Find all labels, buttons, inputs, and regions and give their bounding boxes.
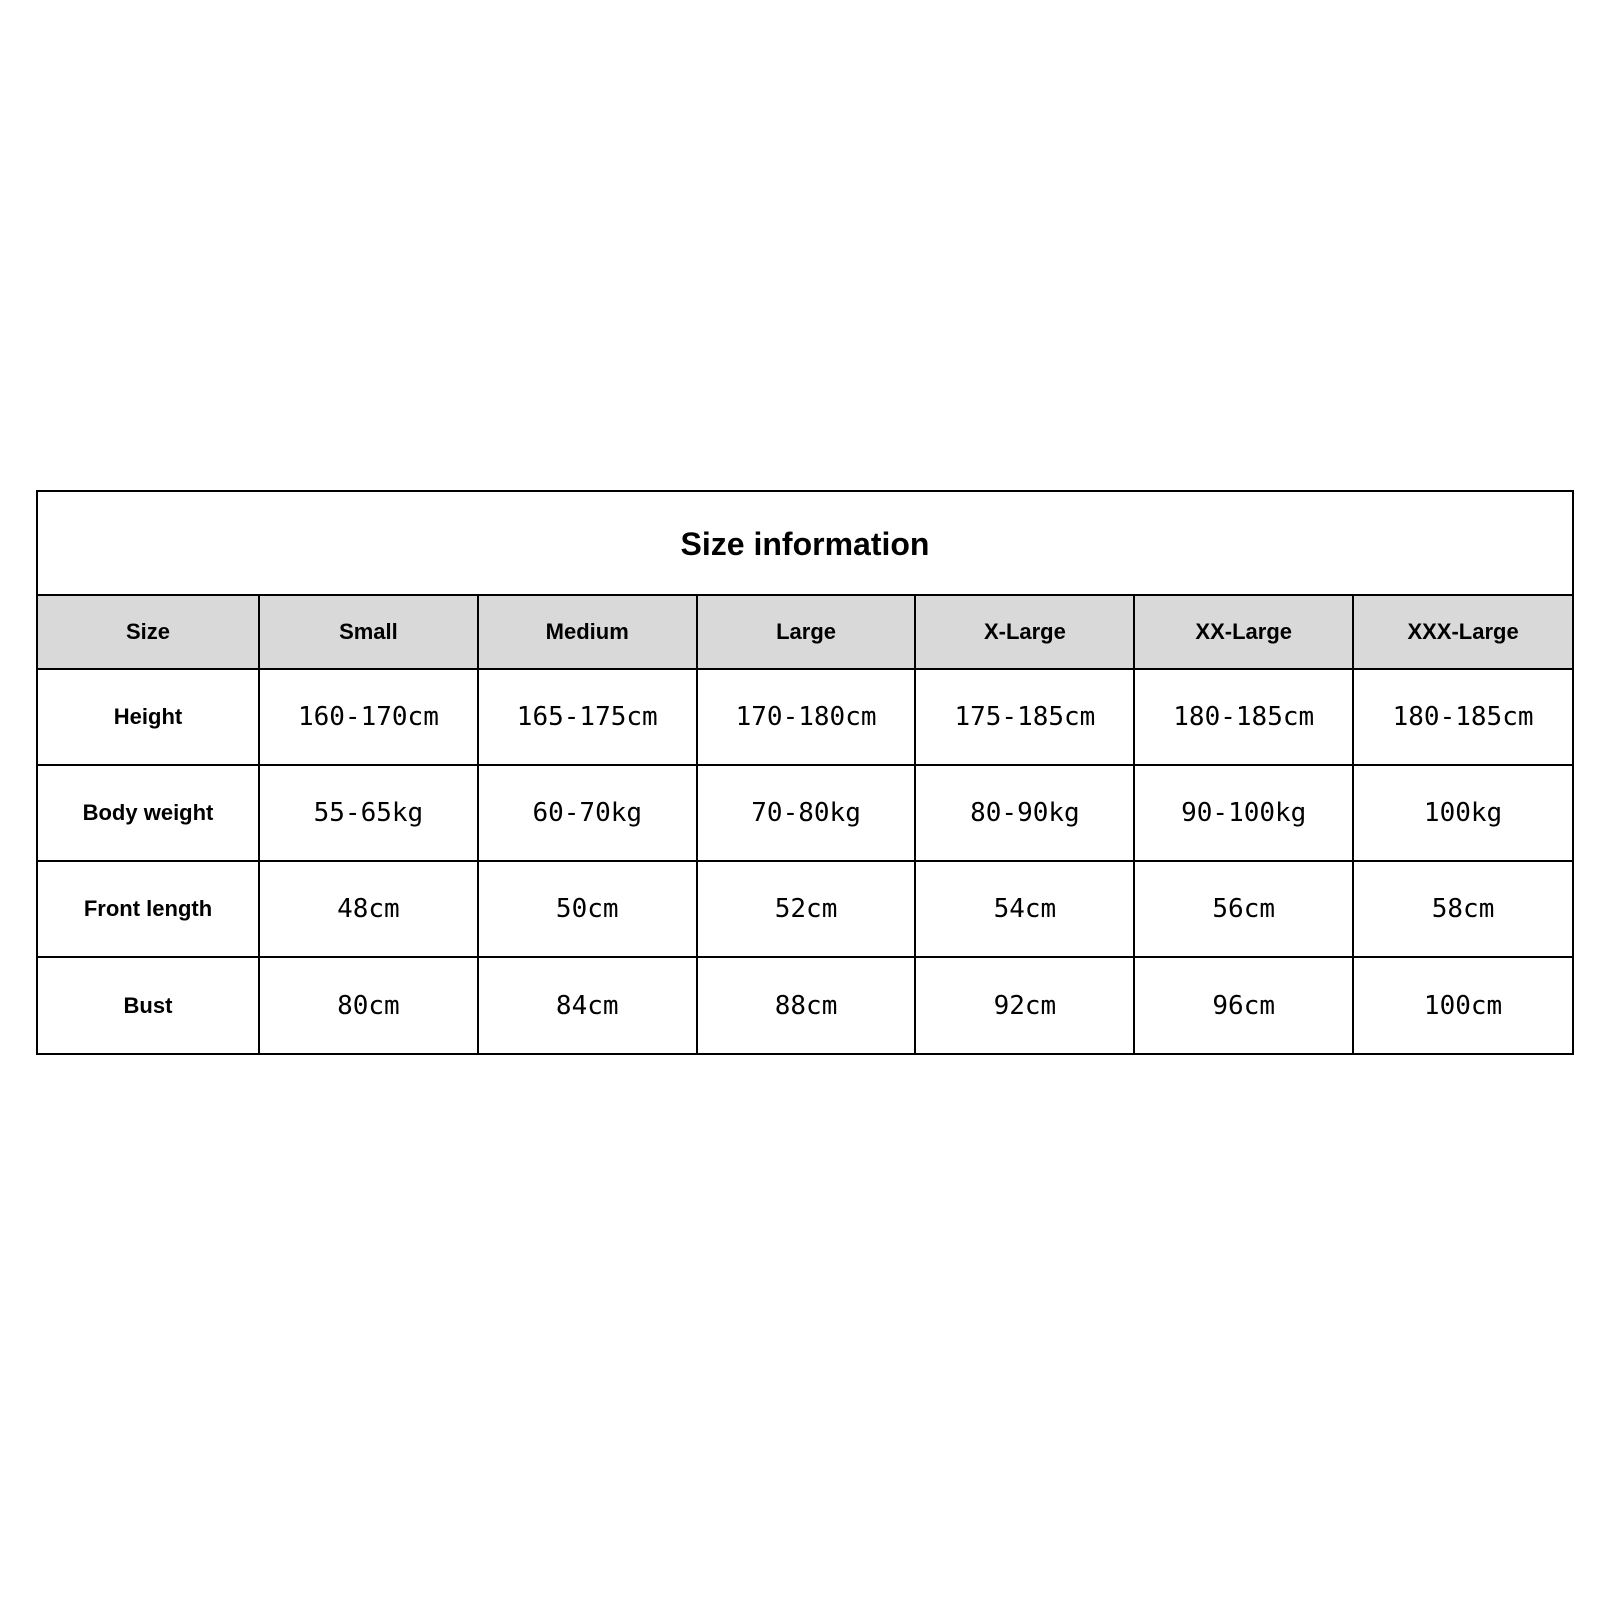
table-cell: 96cm — [1134, 957, 1353, 1053]
table-cell: 84cm — [478, 957, 697, 1053]
header-cell-medium: Medium — [478, 596, 697, 669]
table-cell: 100cm — [1353, 957, 1572, 1053]
header-cell-xxx-large: XXX-Large — [1353, 596, 1572, 669]
table-cell: 58cm — [1353, 861, 1572, 957]
table-cell: 48cm — [259, 861, 478, 957]
header-cell-large: Large — [697, 596, 916, 669]
table-cell: 90-100kg — [1134, 765, 1353, 861]
table-cell: 175-185cm — [915, 669, 1134, 765]
header-cell-size: Size — [38, 596, 259, 669]
table-cell: 80cm — [259, 957, 478, 1053]
header-cell-small: Small — [259, 596, 478, 669]
table-cell: 180-185cm — [1353, 669, 1572, 765]
size-chart — [36, 490, 1574, 1055]
table-cell: 80-90kg — [915, 765, 1134, 861]
header-cell-xx-large: XX-Large — [1134, 596, 1353, 669]
size-table — [38, 596, 1572, 1053]
table-cell: 165-175cm — [478, 669, 697, 765]
table-cell: 60-70kg — [478, 765, 697, 861]
table-cell: 52cm — [697, 861, 916, 957]
table-cell: 55-65kg — [259, 765, 478, 861]
table-row-body-weight — [38, 765, 1572, 861]
header-row — [38, 596, 1572, 669]
chart-title: Size information — [38, 492, 1572, 596]
table-row-bust — [38, 957, 1572, 1053]
table-cell: 88cm — [697, 957, 916, 1053]
table-cell: 56cm — [1134, 861, 1353, 957]
table-cell: 100kg — [1353, 765, 1572, 861]
table-cell: 170-180cm — [697, 669, 916, 765]
table-cell: 160-170cm — [259, 669, 478, 765]
row-label-height: Height — [38, 669, 259, 765]
row-label-body-weight: Body weight — [38, 765, 259, 861]
header-cell-x-large: X-Large — [915, 596, 1134, 669]
table-cell: 70-80kg — [697, 765, 916, 861]
row-label-bust: Bust — [38, 957, 259, 1053]
table-row-front-length — [38, 861, 1572, 957]
table-cell: 50cm — [478, 861, 697, 957]
table-row-height — [38, 669, 1572, 765]
table-cell: 180-185cm — [1134, 669, 1353, 765]
row-label-front-length: Front length — [38, 861, 259, 957]
table-cell: 92cm — [915, 957, 1134, 1053]
table-cell: 54cm — [915, 861, 1134, 957]
